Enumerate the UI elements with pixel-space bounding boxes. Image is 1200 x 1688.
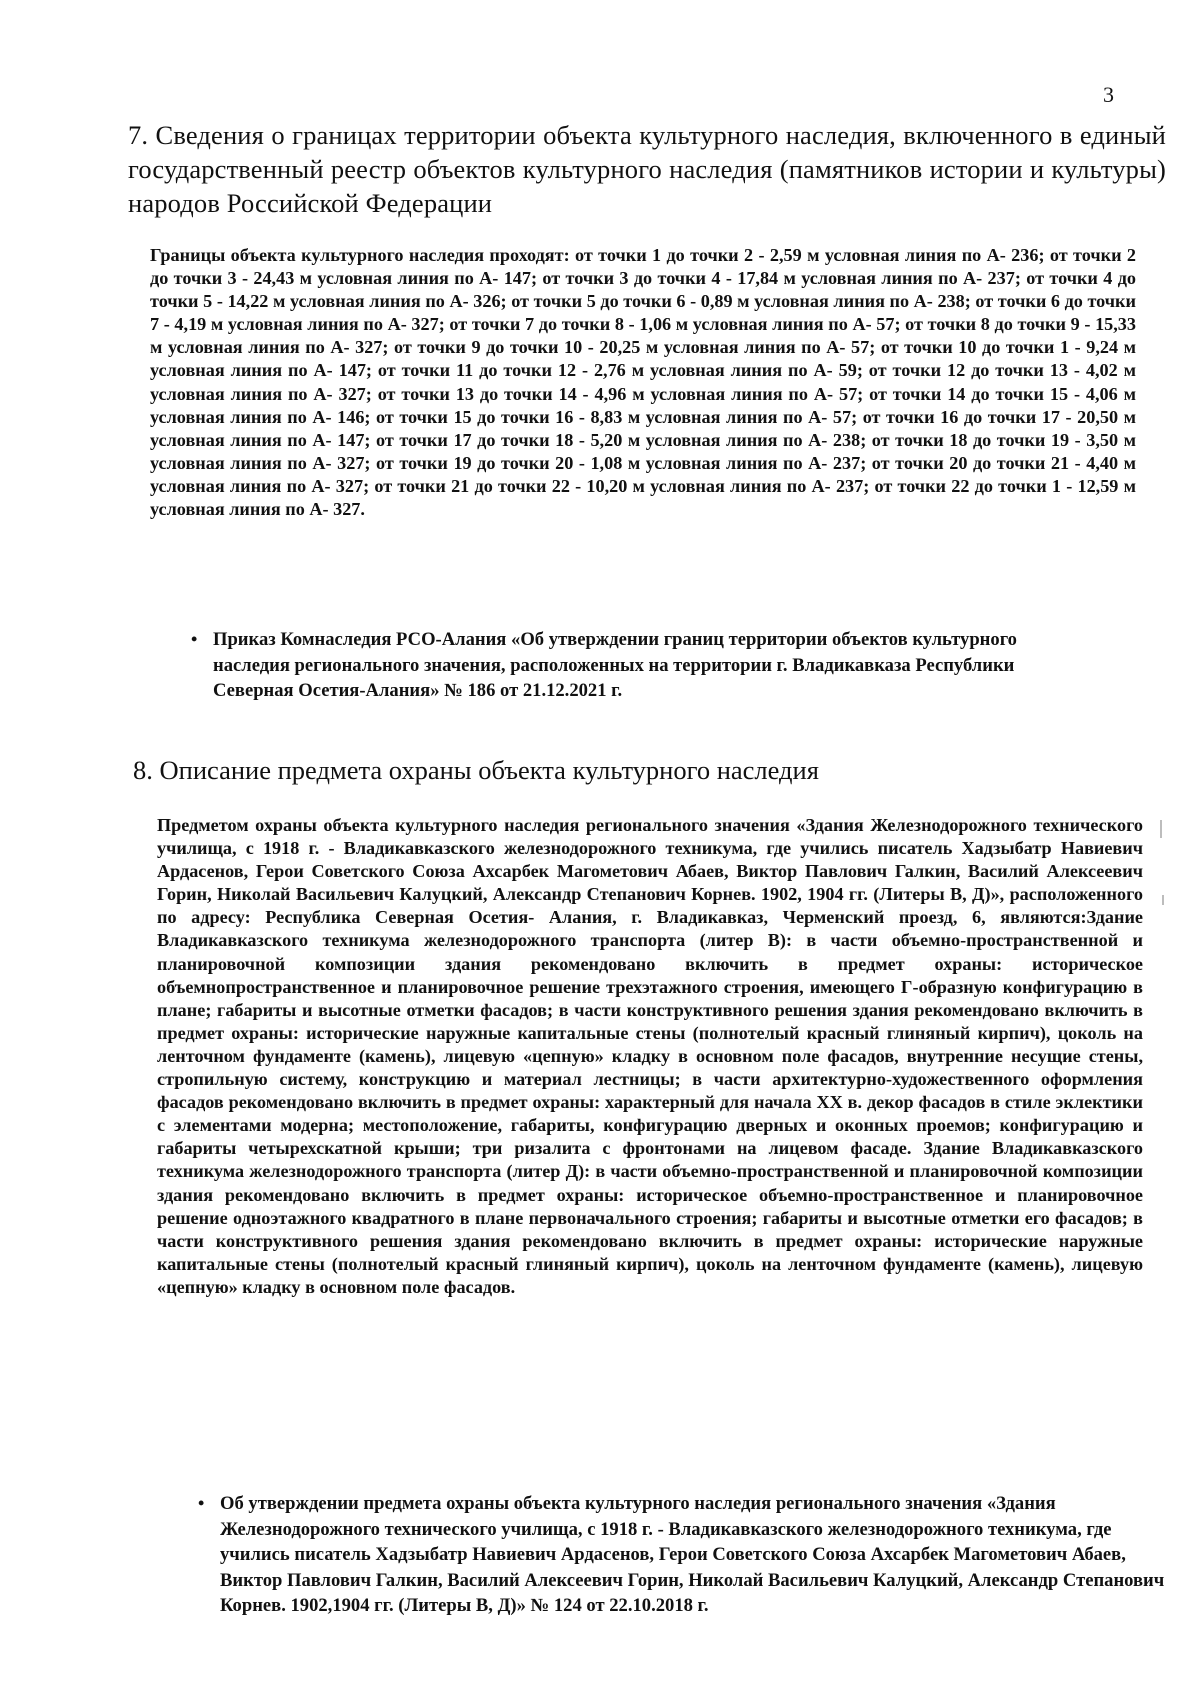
scan-artifact (1162, 895, 1164, 905)
section-7-bullet-item (191, 627, 1073, 704)
scan-artifact (1160, 820, 1162, 838)
section-7-paragraph: Границы объекта культурного наследия проходят: от точки 1 до точки 2 - 2,59 м условная линия по А- 236; от точки 2 до точки 3 - 24,43 м условная линия по А- 147; от точки 3 до точки 4 - 17,84 м условная линия по А- 237; от точки 4 до точки 5 - 14,22 м условная линия по А- 326; от точки 5 до точки 6 - 0,89 м условная линия по А- 238; от точки 6 до точки 7 - 4,19 м условная линия по А- 327; от точки 7 до точки 8 - 1,06 м условная линия по А- 57; от точки 8 до точки 9 - 15,33 м условная линия по А- 327; от точки 9 до точки 10 - 20,25 м условная линия по А- 57; от точки 10 до точки 1 - 9,24 м условная линия по А- 147; от точки 11 до точки 12 - 2,76 м условная линия по А- 59; от точки 12 до точки 13 - 4,02 м условная линия по А- 327; от точки 13 до точки 14 - 4,96 м условная линия по А- 57; от точки 14 до точки 15 - 4,06 м условная линия по А- 146; от точки 15 до точки 16 - 8,83 м условная линия по А- 57; от точки 16 до точки 17 - 20,50 м условная линия по А- 147; от точки 17 до точки 18 - 5,20 м условная линия по А- 238; от точки 18 до точки 19 - 3,50 м условная линия по А- 327; от точки 19 до точки 20 - 1,08 м условная линия по А- 237; от точки 20 до точки 21 - 4,40 м условная линия по А- 327; от точки 21 до точки 22 - 10,20 м условная линия по А- 237; от точки 22 до точки 1 - 12,59 м условная линия по А- 327. (150, 245, 1136, 520)
section-8-bullet-item (198, 1491, 1180, 1619)
section-8-heading: 8. Описание предмета охраны объекта культурного наследия (133, 755, 819, 785)
section-8-paragraph: Предметом охраны объекта культурного наследия регионального значения «Здания Железнодорожного технического училища, с 1918 г. - Владикавказского железнодорожного техникума, где учились писатель Хадзыбатр Навиевич Ардасенов, Герои Советского Союза Ахсарбек Магометович Абаев, Виктор Павлович Галкин, Василий Алексеевич Горин, Николай Васильевич Калуцкий, Александр Степанович Корнев. 1902, 1904 гг. (Литеры В, Д)», расположенного по адресу: Республика Северная Осетия- Алания, г. Владикавказ, Черменский проезд, 6, являются:Здание Владикавказского техникума железнодорожного транспорта (литер В): в части объемно-пространственной и планировочной композиции здания рекомендовано включить в предмет охраны: историческое объемнопространственное и планировочное решение трехэтажного строения, имеющего Г-образную конфигурацию в плане; габариты и высотные отметки фасадов; в части конструктивного решения здания рекомендовано включить в предмет охраны: исторические наружные капитальные стены (полнотелый красный глиняный кирпич), цоколь на ленточном фундаменте (камень), лицевую «цепную» кладку в основном поле фасадов, внутренние несущие стены, стропильную систему, конструкцию и материал лестницы; в части архитектурно-художественного оформления фасадов рекомендовано включить в предмет охраны: характерный для начала XX в. декор фасадов в стиле эклектики с элементами модерна; местоположение, габариты, конфигурацию дверных и оконных проемов; конфигурацию и габариты четырехскатной крыши; три ризалита с фронтонами на лицевом фасаде. Здание Владикавказского техникума железнодорожного транспорта (литер Д): в части объемно-пространственной и планировочной композиции здания рекомендовано включить в предмет охраны: историческое объемно-пространственное и планировочное решение одноэтажного квадратного в плане первоначального строения; габариты и высотные отметки его фасадов; в части конструктивного решения здания рекомендовано включить в предмет охраны: исторические наружные капитальные стены (полнотелый красный глиняный кирпич), цоколь на ленточном фундаменте (камень), лицевую «цепную» кладку в основном поле фасадов. (157, 815, 1143, 1297)
bullet-dot-icon: • (198, 1493, 205, 1513)
section-8-bullet-text: Об утверждении предмета охраны объекта культурного наследия регионального значения «Здания Железнодорожного технического училища, с 1918 г. - Владикавказского железнодорожного техникума, где учились писатель Хадзыбатр Навиевич Ардасенов, Герои Советского Союза Ахсарбек Магометович Абаев, Виктор Павлович Галкин, Василий Алексеевич Горин, Николай Васильевич Калуцкий, Александр Степанович Корнев. 1902,1904 гг. (Литеры В, Д)» № 124 от 22.10.2018 г. (220, 1493, 1165, 1616)
section-7-bullet-text: Приказ Комнаследия РСО-Алания «Об утверждении границ территории объектов культурного наследия регионального значения, расположенных на территории г. Владикавказа Республики Северная Осетия-Алания» № 186 от 21.12.2021 г. (213, 629, 1017, 701)
bullet-dot-icon: • (191, 629, 198, 649)
page-number: 3 (1103, 82, 1114, 107)
section-7-heading: 7. Сведения о границах территории объекта культурного наследия, включенного в единый государственный реестр объектов культурного наследия (памятников истории и культуры) народов Российской Федерации (128, 120, 1166, 218)
